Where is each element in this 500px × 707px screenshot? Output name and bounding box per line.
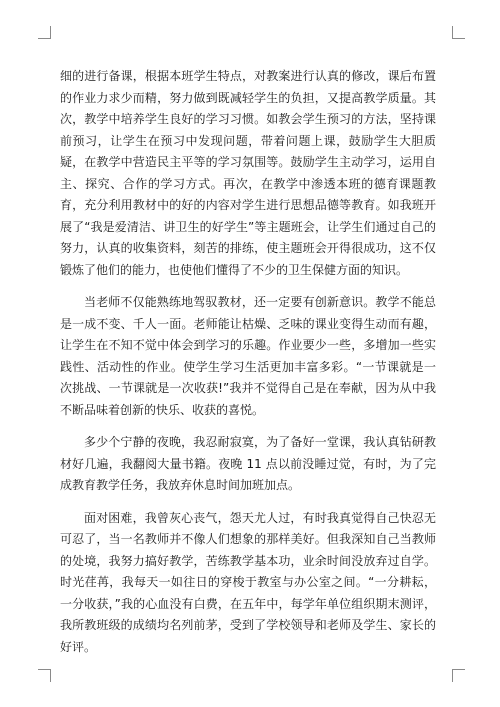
- crop-mark-bottom-right: [452, 669, 465, 682]
- paragraph-quiet-nights: 多少个宁静的夜晚，我忍耐寂寞，为了备好一堂课，我认真钻研教材好几遍，我翻阅大量书籍。夜晚 11 点以前没睡过觉，有时，为了完成教育教学任务，我放弃休息时间加班加点。: [60, 435, 436, 492]
- paragraph-facing-difficulties: 面对困难，我曾灰心丧气，怨天尤人过，有时我真觉得自己快忍无可忍了，当一名教师并不像人们想象的那样美好。但我深知自己当教师的处境，我努力搞好教学，苦练教学基本功，业余时间没放弃过自学。时光荏苒，我每天一如往日的穿梭于教室与办公室之间。“一分耕耘，一分收获，”我的心血没有白费，在五年中，每学年单位组织期末测评，我所教班级的成绩均名列前茅，受到了学校领导和老师及学生、家长的好评。: [60, 510, 436, 654]
- crop-mark-top-right: [452, 26, 465, 39]
- crop-mark-bottom-left: [38, 669, 51, 682]
- paragraph-innovation: 当老师不仅能熟练地驾驭教材，还一定要有创新意识。教学不能总是一成不变、千人一面。老师能让枯燥、乏味的课业变得生动而有趣，让学生在不知不觉中体会到学习的乐趣。作业要少一些，多增加一些实践性、活动性的作业。使学生学习生活更加丰富多彩。“一节课就是一次挑战、一节课就是一次收获!”我并不觉得自己是在奉献，因为从中我不断品味着创新的快乐、收获的喜悦。: [60, 295, 436, 417]
- paragraph-lesson-preparation: 细的进行备课，根据本班学生特点，对教案进行认真的修改，课后布置的作业力求少而精，努力做到既减轻学生的负担，又提高教学质量。其次，教学中培养学生良好的学习习惯。如教会学生预习的方法，坚持课前预习，让学生在预习中发现问题，带着问题上课，鼓励学生大胆质疑，在教学中营造民主平等的学习氛围等。鼓励学生主动学习，运用自主、探究、合作的学习方式。再次，在教学中渗透本班的德育课题教育，充分利用教材中的好的内容对学生进行思想品德等教育。如我班开展了“我是爱清洁、讲卫生的好学生”等主题班会，让学生们通过自己的努力，认真的收集资料，刻苦的排练，使主题班会开得很成功，这不仅锻炼了他们的能力，也使他们懂得了不少的卫生保健方面的知识。: [60, 69, 436, 277]
- document-body: [60, 66, 436, 669]
- crop-mark-top-left: [38, 26, 51, 39]
